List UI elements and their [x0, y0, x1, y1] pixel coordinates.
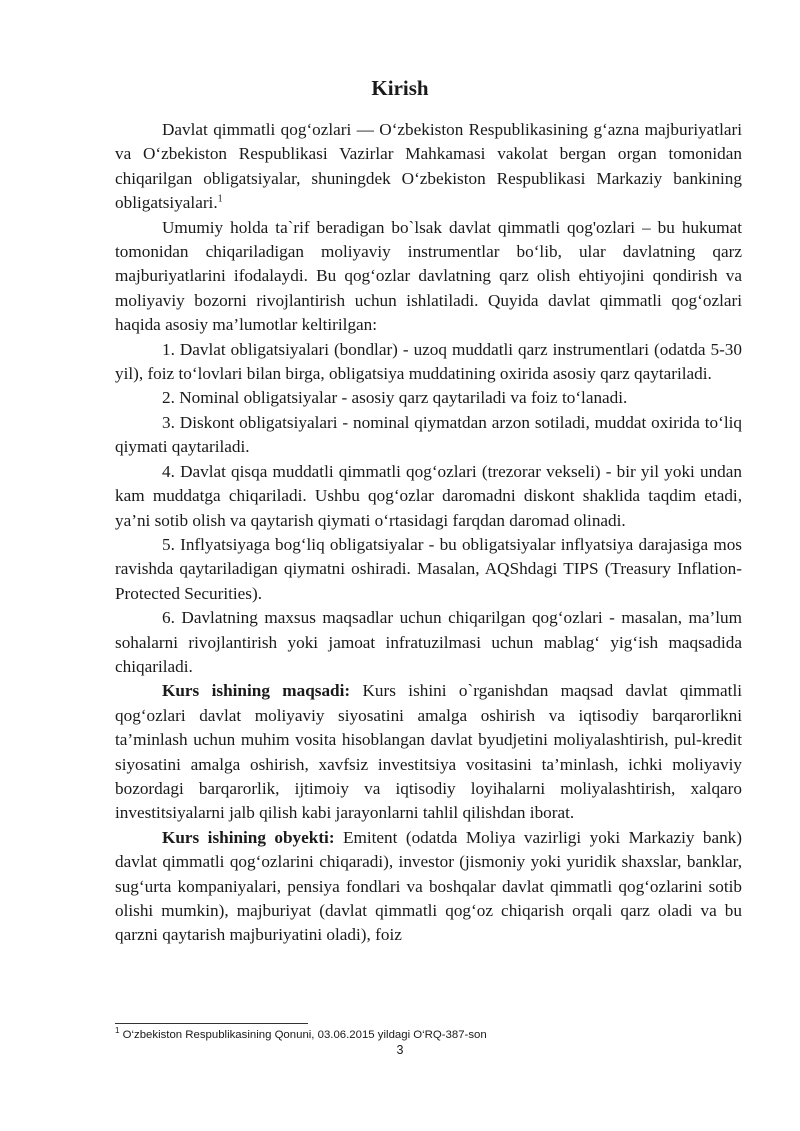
- list-item-3: [115, 411, 742, 460]
- paragraph-text: 3. Diskont obligatsiyalari - nominal qiymatdan arzon sotiladi, muddat oxirida to‘liq qiymati qaytariladi.: [115, 412, 742, 457]
- paragraph-text: Kurs ishini o`rganishdan maqsad davlat qimmatli qog‘ozlari davlat moliyaviy siyosatini amalga oshirish va iqtisodiy barqarorlikni ta’minlash uchun muhim vosita hisoblangan davlat byudjetini moliyalashtirish, pul-kredit siyosatini amalga oshirish, xavfsiz investitsiya vositasini ta’minlash, ichki moliyaviy bozordagi barqarorlik, ijtimoiy va iqtisodiy loyihalarni moliyalashtirish, xalqaro investitsiyalarni jalb qilish kabi jarayonlarni tahlil qilishdan iborat.: [115, 681, 742, 823]
- body-text: [115, 118, 742, 948]
- paragraph-text: 4. Davlat qisqa muddatli qimmatli qog‘ozlari (trezorar vekseli) - bir yil yoki undan kam muddatga chiqariladi. Ushbu qog‘ozlar daromadni diskont shaklida taqdim etadi, ya’ni sotib olish va qaytarish qiymati o‘rtasidagi farqdan daromad olinadi.: [115, 461, 742, 530]
- list-item-2: [115, 386, 742, 410]
- paragraph-definition: [115, 118, 742, 216]
- paragraph-text: 6. Davlatning maxsus maqsadlar uchun chiqarilgan qog‘ozlari - masalan, ma’lum sohalarni rivojlantirish yoki jamoat infratuzilmasi uchun mablag‘ yig‘ish maqsadida chiqariladi.: [115, 608, 742, 676]
- paragraph-text: Emitent (odatda Moliya vazirligi yoki Markaziy bank) davlat qimmatli qog‘ozlarini chiqaradi), investor (jismoniy yoki yuridik shaxslar, banklar, sug‘urta kompaniyalari, pensiya fondlari va boshqalar davlat qimmatli qog‘ozlarini sotib olishi mumkin), majburiyat (davlat qimmatli qog‘oz chiqarish orqali qarz oladi va bu qarzni qaytarish majburiyatini oladi), foiz: [115, 827, 743, 945]
- list-item-4: [115, 460, 742, 533]
- list-item-5: [115, 533, 742, 606]
- paragraph-text: Umumiy holda ta`rif beradigan bo`lsak davlat qimmatli qog'ozlari – bu hukumat tomonidan chiqariladigan moliyaviy instrumentlar bo‘lib, ular davlatning qarz majburiyatlarini ifodalaydi. Bu qog‘ozlar davlatning qarz olish ehtiyojini qondirish va moliyaviy bozorni rivojlantirish uchun ishlatiladi. Quyida davlat qimmatli qog‘ozlari haqida asosiy ma’lumotlar keltirilgan:: [115, 217, 742, 335]
- footnote-text: O‘zbekiston Respublikasining Qonuni, 03.06.2015 yildagi O‘RQ-387-son: [119, 1029, 487, 1041]
- footnote-divider: [115, 1023, 308, 1024]
- footnote: [115, 1028, 487, 1042]
- paragraph-text: Davlat qimmatli qog‘ozlari — O‘zbekiston Respublikasining g‘azna majburiyatlari va O‘zbekiston Respublikasi Vazirlar Mahkamasi vakolat bergan organ tomonidan chiqarilgan obligatsiyalar, shuningdek O‘zbekiston Respublikasi Markaziy bankining obligatsiyalari.: [115, 120, 742, 213]
- paragraph-lead: Kurs ishining maqsadi:: [162, 681, 351, 701]
- footnote-ref[interactable]: 1: [217, 193, 223, 205]
- paragraph-text: 1. Davlat obligatsiyalari (bondlar) - uzoq muddatli qarz instrumentlari (odatda 5-30 yil), foiz to‘lovlari bilan birga, obligatsiya muddatining oxirida asosiy qarz qaytariladi.: [115, 339, 742, 384]
- paragraph-overview: [115, 216, 742, 338]
- paragraph-text: 2. Nominal obligatsiyalar - asosiy qarz qaytariladi va foiz to‘lanadi.: [162, 388, 628, 408]
- list-item-6: [115, 606, 742, 679]
- page-number: 3: [396, 1043, 404, 1057]
- footnote-marker: 1: [115, 1026, 120, 1036]
- page-title: Kirish: [371, 76, 429, 100]
- paragraph-goal: [115, 679, 742, 825]
- paragraph-lead: Kurs ishining obyekti:: [162, 827, 335, 847]
- paragraph-object: [115, 826, 742, 948]
- list-item-1: [115, 338, 742, 387]
- paragraph-text: 5. Inflyatsiyaga bog‘liq obligatsiyalar - bu obligatsiyalar inflyatsiya darajasiga mos ravishda qaytariladigan qiymatni oshiradi. Masalan, AQShdagi TIPS (Treasury Inflation-Protected Securities).: [115, 534, 742, 603]
